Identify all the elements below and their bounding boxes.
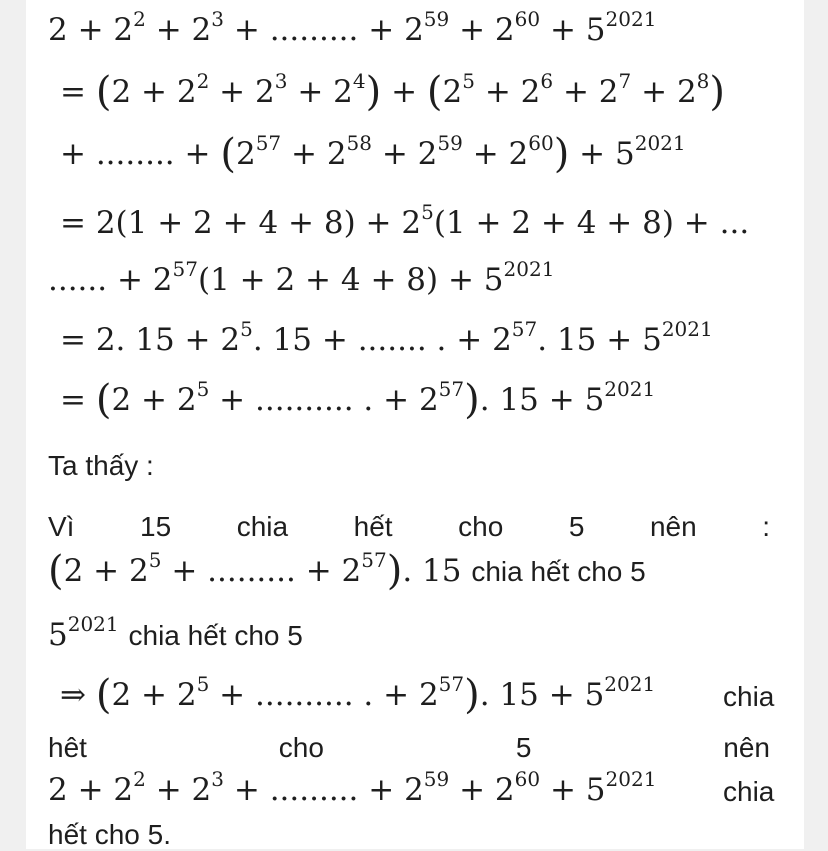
math-line-6: = 2. $15 + 2^5$. 15 + ....... . + $2^{57}$. $15 + 5^{2021}$ [60, 317, 713, 358]
word-5: 5 [568, 511, 585, 542]
math-line-10: ⇒ ($2 + 2^5$ + .......... . + $2^{57}$). $15 + 5^{2021}$ [60, 672, 656, 718]
conclusion-text: hết cho 5. [48, 819, 171, 850]
word-het-2: hêt [48, 732, 87, 763]
ta-thay-label: Ta thấy : [48, 450, 154, 481]
word-vi: Vì [48, 511, 75, 542]
word-chia: chia [236, 511, 289, 542]
word-cho-2: cho [278, 732, 324, 763]
justified-line-vi [48, 511, 770, 543]
word-nen-2: nên [723, 732, 770, 763]
word-colon: : [762, 511, 770, 542]
word-cho: cho [458, 511, 504, 542]
chia-het-cho-5-text: chia hết cho 5 [471, 556, 646, 587]
word-chia-2: chia [723, 681, 775, 712]
justified-line-het [48, 732, 770, 764]
math-line-7: = ($2 + 2^5$ + .......... . + $2^{57}$). $15 + 5^{2021}$ [60, 377, 656, 423]
math-line-8: ($2 + 2^5$ + ......... + $2^{57}$). 15 chia hết cho 5 [48, 548, 646, 594]
chia-het-cho-5-text-2: chia hết cho 5 [128, 620, 303, 651]
math-line-2: = $(2 + 2^2 + 2^3 + 2^4) + (2^5 + 2^6 + 2^7 + 2^8)$ [60, 69, 726, 115]
word-het: hết [353, 511, 393, 542]
math-line-3: + ........ + $(2^{57} + 2^{58} + 2^{59} + 2^{60}) + 5^{2021}$ [60, 131, 686, 177]
math-line-4: = $2(1 + 2 + 4 + 8) + 2^5(1 + 2 + 4 + 8)$ + ... [60, 200, 750, 241]
math-line-5: ...... + $2^{57}(1 + 2 + 4 + 8) + 5^{2021}$ [48, 257, 555, 298]
word-chia-3: chia [723, 776, 775, 807]
math-line-1: $2 + 2^2 + 2^3$ + ......... + $2^{59} + 2^{60} + 5^{2021}$ [48, 7, 657, 48]
math-line-9: $5^{2021}$ chia hết cho 5 [48, 612, 303, 653]
word-15: 15 [140, 511, 172, 542]
word-5-2: 5 [515, 732, 532, 763]
answer-card [26, 0, 804, 849]
math-line-11: $2 + 2^2 + 2^3$ + ......... + $2^{59} + 2^{60} + 5^{2021}$ [48, 767, 657, 808]
word-nen: nên [649, 511, 697, 542]
